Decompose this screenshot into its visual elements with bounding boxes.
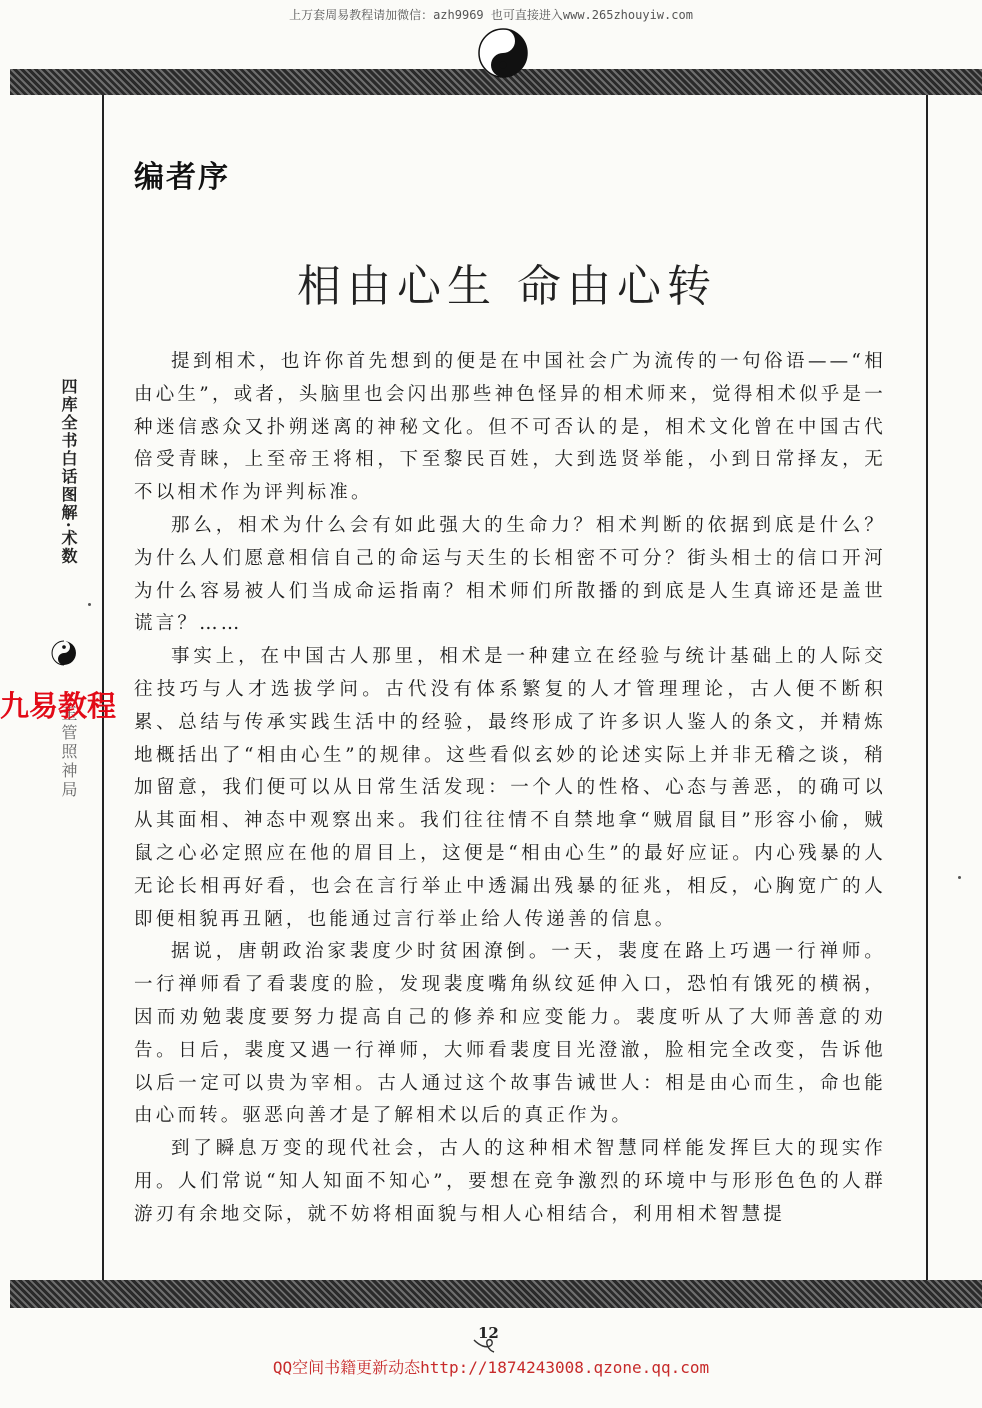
watermark-logo: 九易教程 <box>0 689 117 723</box>
paragraph: 事实上，在中国古人那里，相术是一种建立在经验与统计基础上的人际交往技巧与人才选拔学问。古代没有体系繁复的人才管理理论，古人便不断积累、总结与传承实践生活中的经验，最终形成了许多识人鉴人的条文，并精炼地概括出了“相由心生”的规律。这些看似玄妙的论述实际上并非无稽之谈，稍加留意，我们便可以从日常生活发现：一个人的性格、心态与善恶，的确可以从其面相、神态中观察出来。我们往往情不自禁地拿“贼眉鼠目”形容小偷，贼鼠之心必定照应在他的眉目上，这便是“相由心生”的最好应证。内心残暴的人无论长相再好看，也会在言行举止中透漏出残暴的征兆，相反，心胸宽广的人即便相貌再丑陋，也能通过言行举止给人传递善的信息。 <box>134 646 886 930</box>
top-watermark-note: 上万套周易教程请加微信：azh9969 也可直接进入www.265zhouyiw.com <box>289 8 693 22</box>
scan-speck <box>88 603 91 606</box>
paragraph: 据说，唐朝政治家裴度少时贫困潦倒。一天，裴度在路上巧遇一行禅师。一行禅师看了看裴度的脸，发现裴度嘴角纵纹延伸入口，恐怕有饿死的横祸，因而劝勉裴度要努力提高自己的修养和应变能力。裴度听从了大师善意的劝告。日后，裴度又遇一行禅师，大师看裴度目光澄澈，脸相完全改变，告诉他以后一定可以贵为宰相。古人通过这个故事告诫世人：相是由心而生，命也能由心而转。驱恶向善才是了解相术以后的真正作为。 <box>134 941 886 1127</box>
paragraph: 到了瞬息万变的现代社会，古人的这种相术智慧同样能发挥巨大的现实作用。人们常说“知人知面不知心”，要想在竞争激烈的环境中与形形色色的人群游刃有余地交际，就不妨将相面貌与相人心相结合，利用相术智慧提 <box>134 1138 886 1225</box>
paragraph: 提到相术，也许你首先想到的便是在中国社会广为流传的一句俗语——“相由心生”，或者，头脑里也会闪出那些神色怪异的相术师来，觉得相术似乎是一种迷信惑众又扑朔迷离的神秘文化。但不可否认的是，相术文化曾在中国古代倍受青睐，上至帝王将相，下至黎民百姓，大到选贤举能，小到日常择友，无不以相术作为评判标准。 <box>134 351 886 504</box>
bottom-watermark-note: QQ空间书籍更新动态http://1874243008.qzone.qq.com <box>272 1358 710 1377</box>
scan-speck <box>958 876 961 879</box>
page-number: 12 <box>478 1324 499 1342</box>
taiji-icon <box>478 28 528 78</box>
bottom-hatched-band <box>10 1280 982 1308</box>
paragraph: 那么，相术为什么会有如此强大的生命力？相术判断的依据到底是什么？为什么人们愿意相信自己的命运与天生的长相密不可分？街头相士的信口开河为什么容易被人们当成命运指南？相术师们所散播的到底是人生真谛还是盖世谎言？…… <box>134 514 886 635</box>
sidebar-series-title: 四库全书白话图解·术数 <box>59 378 78 566</box>
sidebar-chapter-title: 玉管照神局 <box>59 705 78 800</box>
taiji-small-icon <box>51 640 77 666</box>
body-text <box>134 346 886 1232</box>
essay-title: 相由心生 命由心转 <box>297 261 717 312</box>
preface-heading: 编者序 <box>134 160 230 195</box>
